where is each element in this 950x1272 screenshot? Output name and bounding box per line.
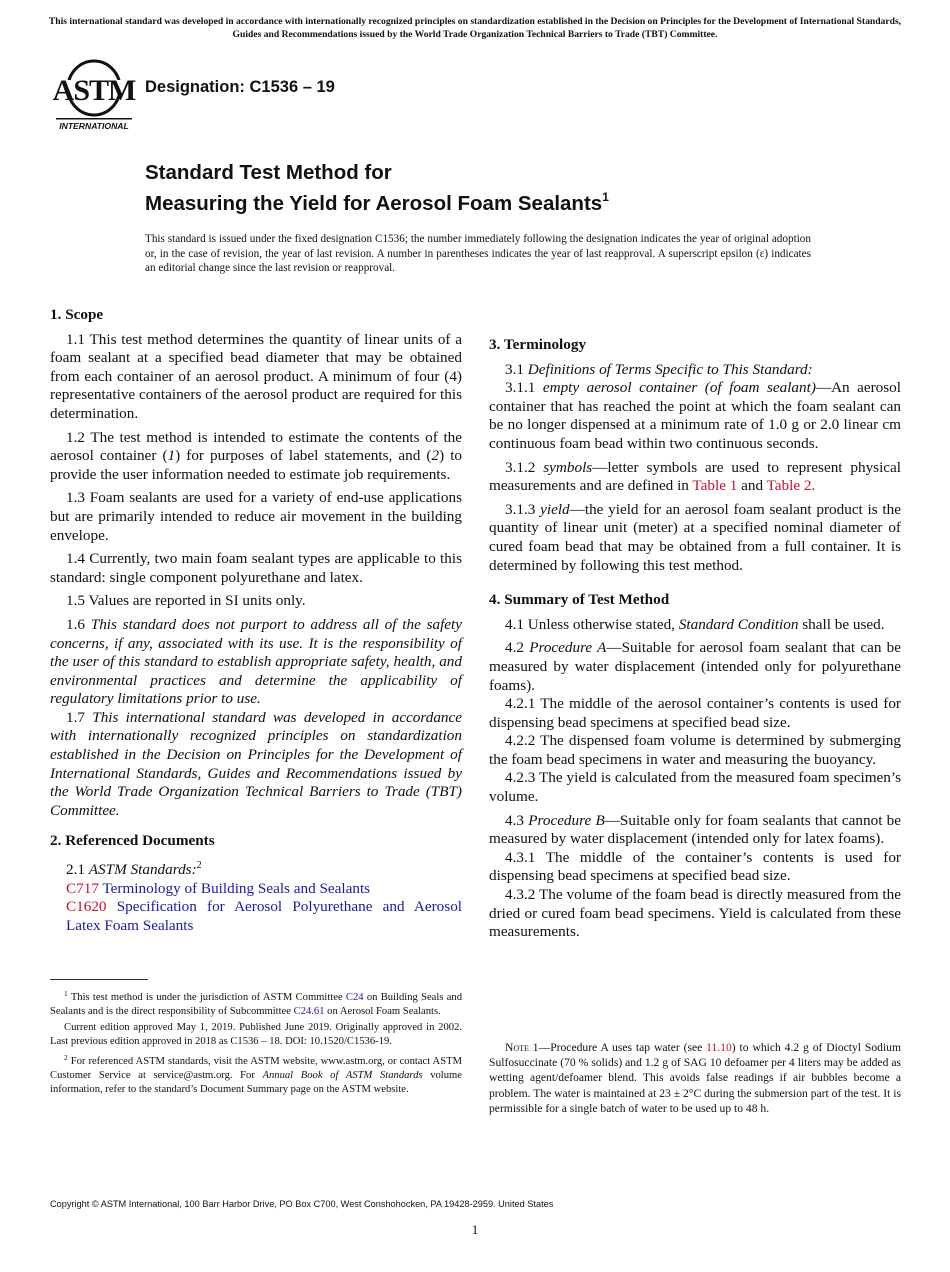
summary-heading: 4. Summary of Test Method: [489, 591, 670, 609]
left-column: [50, 306, 462, 935]
ref-c1620[interactable]: [50, 898, 462, 935]
para-1-1: 1.1 This test method determines the quantity of linear units of a foam sealant at a specified bead diameter that may be obtained from each container of an aerosol product. A minimum of four (4) representative containers of the aerosol product are required for this determination.: [50, 330, 462, 422]
page-number: 1: [471, 1222, 479, 1237]
para-4-2-1: 4.2.1 The middle of the aerosol container’s contents is used for dispensing bead specimens at specified bead size.: [489, 695, 901, 731]
para-4-3-1: 4.3.1 The middle of the container’s contents is used for dispensing bead specimens at specified bead size.: [489, 848, 901, 885]
svg-text:INTERNATIONAL: INTERNATIONAL: [59, 121, 129, 131]
para-1-5: 1.5 Values are reported in SI units only.: [66, 592, 306, 610]
ref-c1620-code[interactable]: C1620: [66, 898, 107, 916]
top-notice: This international standard was developed in accordance with internationally recognized principles on standardization established in the Decision on Principles for the Development of International Standards, Guides and Recommendations issued by the World Trade Organization Technical Barriers to Trade (TBT) Committee.: [48, 16, 902, 40]
para-1-4: 1.4 Currently, two main foam sealant types are applicable to this standard: single component polyurethane and latex.: [50, 550, 462, 586]
scope-heading: 1. Scope: [50, 306, 104, 323]
footnote-1: $^1$ This test method is under the jurisdiction of ASTM Committee C24 on Building Seals and Sealants and is the direct responsibility of Subcommittee C24.61 on Aerosol Foam Sealants.: [50, 989, 462, 1017]
para-1-3: 1.3 Foam sealants are used for a variety of end-use applications but are primarily intended to reduce air movement in the building envelope.: [50, 489, 462, 544]
ref-c1620-title[interactable]: Specification for Aerosol Polyurethane and Aerosol Latex Foam Sealants: [66, 898, 463, 934]
title-line-1: Standard Test Method for: [145, 161, 392, 184]
note-1: Note 1—Procedure A uses tap water (see 11.10) to which 4.2 g of Dioctyl Sodium Sulfosuccinate (70 % solids) and 1.2 g of SAG 10 defoamer per 4 liters may be added as wetting agent/defoamer blend. This avoids false readings if air bubbles become a problem. The water is maintained at 23 ± 2°C during the submersion part of the test. It is permissible for a single batch of water to be used up to 48 h.: [489, 1041, 901, 1115]
para-1-7: 1.7 This international standard was developed in accordance with internationally recognized principles on standardization established in the Decision on Principles for the Development of International Standards, Guides and Recommendations issued by the World Trade Organization Technical Barriers to Trade (TBT) Committee.: [50, 708, 463, 819]
para-1-6: 1.6 This standard does not purport to address all of the safety concerns, if any, associated with its use. It is the responsibility of the user of this standard to establish appropriate safety, health, and environmental practices and determine the applicability of regulatory limitations prior to use.: [50, 615, 462, 708]
subcommittee-c24-61-link[interactable]: C24.61: [293, 1005, 325, 1017]
para-2-1: 2.1 ASTM Standards:$^2$: [66, 860, 202, 879]
para-4-3-2: 4.3.2 The volume of the foam bead is directly measured from the dried or cured foam bead specimens. Yield is calculated from these measurements.: [489, 886, 901, 941]
para-3-1: 3.1 Definitions of Terms Specific to This Standard:: [505, 360, 813, 378]
table-1-link[interactable]: Table 1: [692, 477, 738, 495]
footnote-divider: [50, 979, 148, 980]
para-4-2: 4.2 Procedure A—Suitable for aerosol foam sealant that can be measured by water displacement (intended only for polyurethane foams).: [489, 639, 901, 694]
footnotes: [50, 987, 462, 1099]
ref-c717-code[interactable]: C717: [66, 879, 99, 897]
astm-international-logo: [52, 58, 136, 132]
para-3-1-3: 3.1.3 yield—the yield for an aerosol foam sealant product is the quantity of linear unit (meter) at a specified nominal diameter of cured foam bead that may be obtained from a full container. It is determined by following this test method.: [489, 500, 901, 574]
ref-c717-title[interactable]: Terminology of Building Seals and Sealants: [102, 879, 371, 897]
right-column: [489, 316, 901, 942]
section-11-10-link[interactable]: 11.10: [706, 1041, 732, 1054]
table-2-link[interactable]: Table 2.: [766, 477, 816, 495]
para-4-2-2: 4.2.2 The dispensed foam volume is determined by submerging the foam bead specimens in water and measuring the buoyancy.: [489, 732, 901, 768]
committee-c24-link[interactable]: C24: [345, 992, 364, 1003]
para-4-2-3: 4.2.3 The yield is calculated from the measured foam specimen’s volume.: [489, 769, 901, 806]
designation: Designation: C1536 – 19: [145, 78, 335, 96]
copyright: Copyright © ASTM International, 100 Barr Harbor Drive, PO Box C700, West Conshohocken, PA 19428-2959. United States: [50, 1199, 554, 1209]
title-line-2: Measuring the Yield for Aerosol Foam Sealants$^1$: [145, 190, 609, 215]
title-footnote-ref[interactable]: 1: [602, 190, 609, 204]
footnote-edition: Current edition approved May 1, 2019. Published June 2019. Originally approved in 2002. Last previous edition approved in 2018 as C1536 – 18. DOI: 10.1520/C1536-19.: [50, 1022, 462, 1047]
para-4-3: 4.3 Procedure B—Suitable only for foam sealants that cannot be measured by water displacement (intended only for latex foams).: [489, 811, 901, 848]
para-3-1-2: 3.1.2 symbols—letter symbols are used to represent physical measurements and are defined in Table 1 and Table 2.: [489, 458, 902, 495]
svg-text:ASTM: ASTM: [52, 74, 136, 107]
document-title: [145, 160, 609, 216]
footnote-2: $^2$ For referenced ASTM standards, visit the ASTM website, www.astm.org, or contact ASTM Customer Service at service@astm.org. For Annual Book of ASTM Standards volume information, refer to the standard’s Document Summary page on the ASTM website.: [50, 1053, 462, 1095]
para-4-1: 4.1 Unless otherwise stated, Standard Condition shall be used.: [505, 615, 885, 633]
terminology-heading: 3. Terminology: [489, 336, 587, 353]
para-1-2: 1.2 The test method is intended to estimate the contents of the aerosol container (1) for purposes of label statements, and (2) to provide the user information needed to estimate job requirements.: [50, 428, 463, 483]
issued-note: This standard is issued under the fixed designation C1536; the number immediately following the designation indicates the year of original adoption or, in the case of revision, the year of last revision. A number in parentheses indicates the year of last reapproval. A superscript epsilon (ε) indicates an editorial change since the last revision or reapproval.: [145, 233, 811, 274]
para-3-1-1: 3.1.1 empty aerosol container (of foam sealant)—An aerosol container that has reached the point at which the foam sealant can be no longer dispensed at a minimum rate of 1.0 g or 2.0 linear cm continuous foam bead within two continuous seconds.: [489, 379, 901, 452]
referenced-documents-heading: 2. Referenced Documents: [50, 832, 215, 850]
ref-c717[interactable]: [50, 880, 462, 899]
